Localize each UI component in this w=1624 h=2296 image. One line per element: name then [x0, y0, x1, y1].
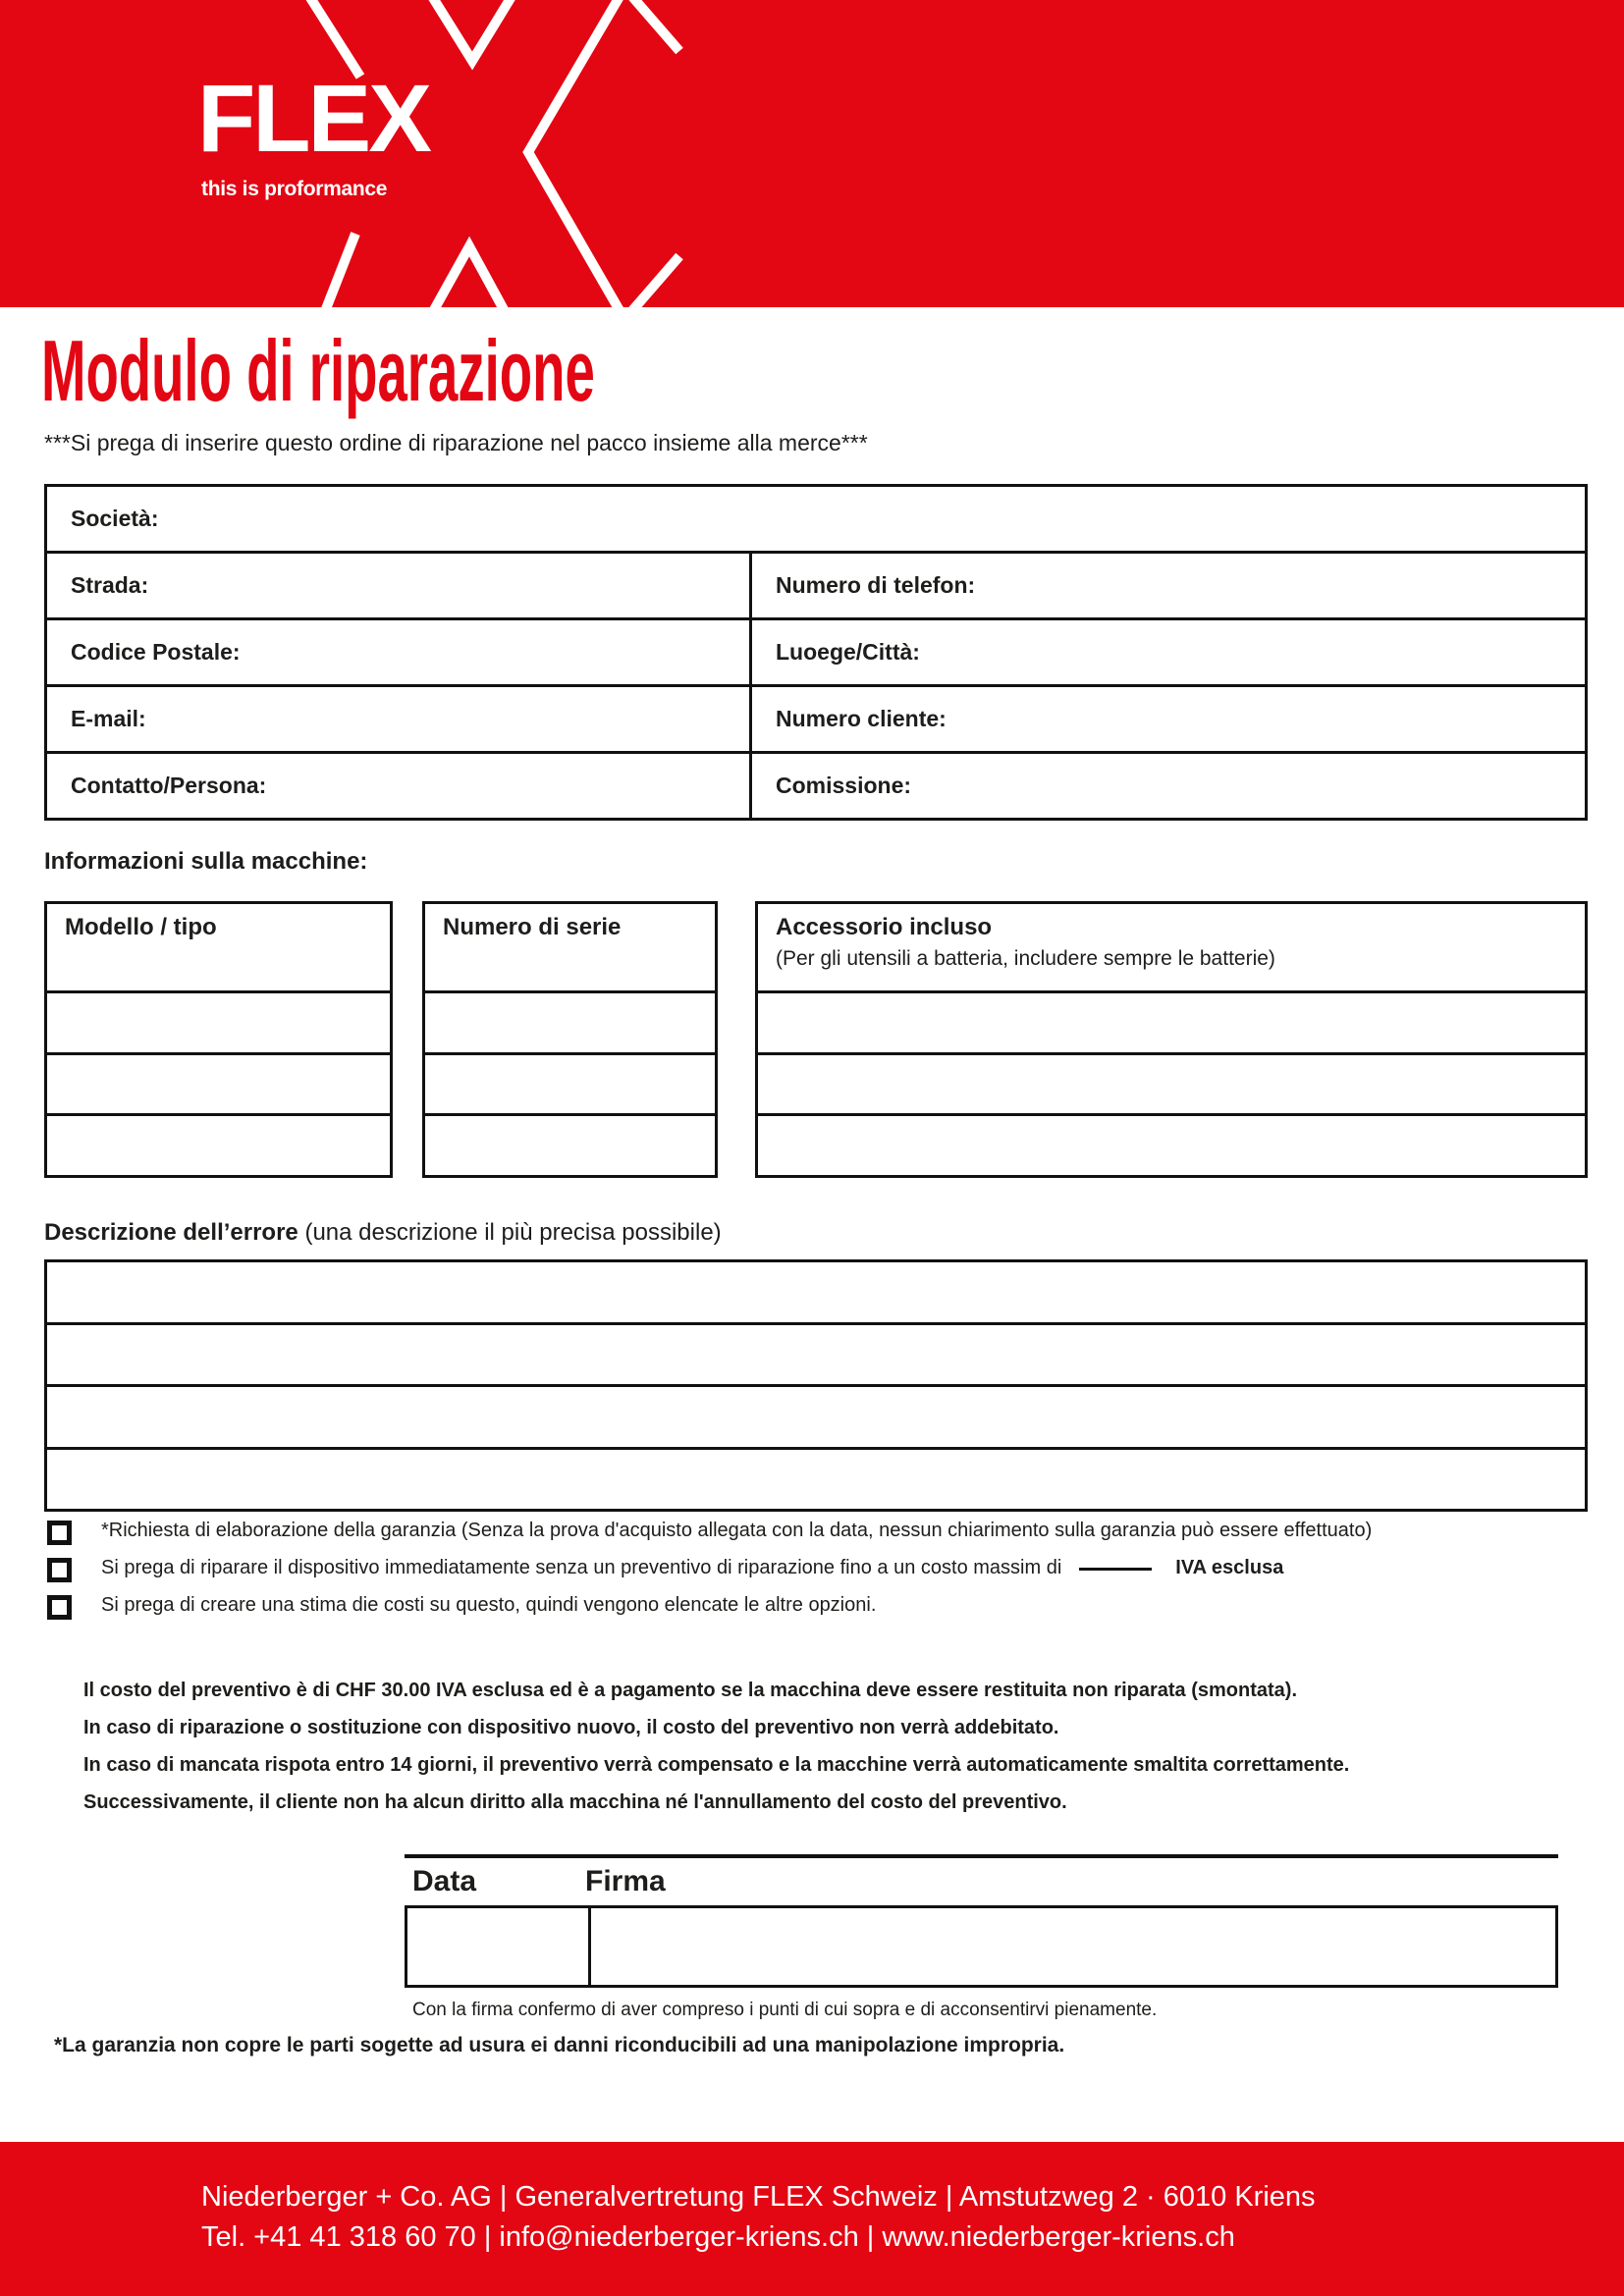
accessories-table: [755, 901, 1588, 1178]
model-type-input-row[interactable]: [47, 1113, 390, 1175]
contact-person-field[interactable]: [47, 754, 749, 818]
packing-notice: ***Si prega di inserire questo ordine di riparazione nel pacco insieme alla merce***: [44, 430, 868, 455]
postal-code-field[interactable]: [47, 620, 749, 684]
page-title: Modulo di riparazione: [41, 322, 595, 419]
signature-section: [405, 1854, 1558, 2021]
flex-tagline: this is proformance: [201, 178, 388, 200]
date-label: Data: [412, 1865, 477, 1897]
footer-line-contact: Tel. +41 41 318 60 70 | info@niederberger-kriens.ch | www.niederberger-kriens.ch: [201, 2221, 1235, 2253]
serial-number-table: [422, 901, 718, 1178]
model-type-input-row[interactable]: [47, 1052, 390, 1114]
repair-immediately-checkbox[interactable]: [47, 1558, 72, 1582]
city-field[interactable]: [749, 620, 1585, 684]
serial-number-input-row[interactable]: [425, 990, 715, 1052]
footer-banner: [0, 2142, 1624, 2296]
terms-line: Successivamente, il cliente non ha alcun diritto alla macchina né l'annullamento del costo del preventivo.: [83, 1791, 1067, 1813]
phone-field[interactable]: [749, 554, 1585, 617]
vat-excluded-label: IVA esclusa: [1175, 1557, 1284, 1578]
model-type-table: [44, 901, 393, 1178]
commission-field[interactable]: [749, 754, 1585, 818]
warranty-option-row: [47, 1520, 1588, 1557]
signature-label: Firma: [585, 1865, 666, 1897]
max-cost-blank-field[interactable]: [1079, 1568, 1152, 1571]
phone-label: Numero di telefon:: [776, 572, 976, 598]
estimate-terms-paragraph: [83, 1672, 1556, 1821]
warranty-checkbox[interactable]: [47, 1521, 72, 1545]
repair-immediately-option-label: Si prega di riparare il dispositivo immediatamente senza un preventivo di riparazione fino a un costo massim di IVA esclusa: [101, 1557, 1284, 1578]
contact-person-label: Contatto/Persona:: [71, 773, 267, 798]
error-description-input-row[interactable]: [47, 1384, 1585, 1447]
cost-estimate-option-row: [47, 1594, 1588, 1631]
customer-number-label: Numero cliente:: [776, 706, 947, 731]
terms-line: Il costo del preventivo è di CHF 30.00 IVA esclusa ed è a pagamento se la macchina deve essere restituita non riparata (smontata).: [83, 1680, 1297, 1701]
serial-number-input-row[interactable]: [425, 1113, 715, 1175]
accessories-input-row[interactable]: [758, 1052, 1585, 1114]
street-field[interactable]: [47, 554, 749, 617]
error-description-input-row[interactable]: [47, 1322, 1585, 1385]
email-label: E-mail:: [71, 706, 146, 731]
repair-options: [47, 1520, 1588, 1631]
street-label: Strada:: [71, 572, 149, 598]
signature-caption: Con la firma confermo di aver compreso i punti di cui sopra e di acconsentirvi pienamente.: [412, 2000, 1158, 2020]
terms-line: In caso di riparazione o sostituzione con dispositivo nuovo, il costo del preventivo non verrà addebitato.: [83, 1717, 1059, 1738]
model-type-header: Modello / tipo: [65, 914, 217, 940]
company-label: Società:: [71, 506, 159, 531]
accessories-battery-note: (Per gli utensili a batteria, includere sempre le batterie): [776, 947, 1275, 970]
model-type-input-row[interactable]: [47, 990, 390, 1052]
warranty-exclusion-note: *La garanzia non copre le parti sogette ad usura ei danni riconducibili ad una manipolazione impropria.: [54, 2034, 1065, 2056]
header-banner: [0, 0, 1624, 307]
cost-estimate-option-label: Si prega di creare una stima die costi su questo, quindi vengono elencate le altre opzioni.: [101, 1594, 877, 1616]
error-description-table: [44, 1259, 1588, 1512]
flex-wordmark: FLEX: [197, 65, 429, 172]
repair-immediately-option-row: [47, 1557, 1588, 1594]
serial-number-input-row[interactable]: [425, 1052, 715, 1114]
terms-line: In caso di mancata rispota entro 14 giorni, il preventivo verrà compensato e la macchine verrà automaticamente smaltita correttamente.: [83, 1754, 1350, 1776]
accessories-header: Accessorio incluso (Per gli utensili a batteria, includere sempre le batterie): [758, 904, 1585, 990]
footer-line-company: Niederberger + Co. AG | Generalvertretung FLEX Schweiz | Amstutzweg 2 · 6010 Kriens: [201, 2181, 1316, 2213]
customer-number-field[interactable]: [749, 687, 1585, 751]
city-label: Luoege/Città:: [776, 639, 920, 665]
signature-labels-row: [405, 1858, 1558, 1905]
email-field[interactable]: [47, 687, 749, 751]
warranty-option-label: *Richiesta di elaborazione della garanzia (Senza la prova d'acquisto allegata con la data, nessun chiarimento sulla garanzia può essere effettuato): [101, 1520, 1373, 1541]
commission-label: Comissione:: [776, 773, 912, 798]
accessories-input-row[interactable]: [758, 990, 1585, 1052]
signature-input-cell[interactable]: [588, 1908, 1555, 1985]
accessories-input-row[interactable]: [758, 1113, 1585, 1175]
cost-estimate-checkbox[interactable]: [47, 1595, 72, 1620]
company-field[interactable]: [47, 487, 1585, 551]
error-description-input-row[interactable]: [47, 1447, 1585, 1510]
contact-table: [44, 484, 1588, 821]
postal-code-label: Codice Postale:: [71, 639, 241, 665]
machine-info-heading: Informazioni sulla macchine:: [44, 848, 368, 875]
serial-number-header: Numero di serie: [443, 914, 622, 940]
date-input-cell[interactable]: [407, 1908, 588, 1985]
error-description-input-row[interactable]: [47, 1262, 1585, 1322]
error-description-heading: Descrizione dell’errore (una descrizione il più precisa possibile): [44, 1219, 722, 1246]
signature-box: [405, 1905, 1558, 1988]
footer-contact-info: [201, 2177, 1316, 2258]
